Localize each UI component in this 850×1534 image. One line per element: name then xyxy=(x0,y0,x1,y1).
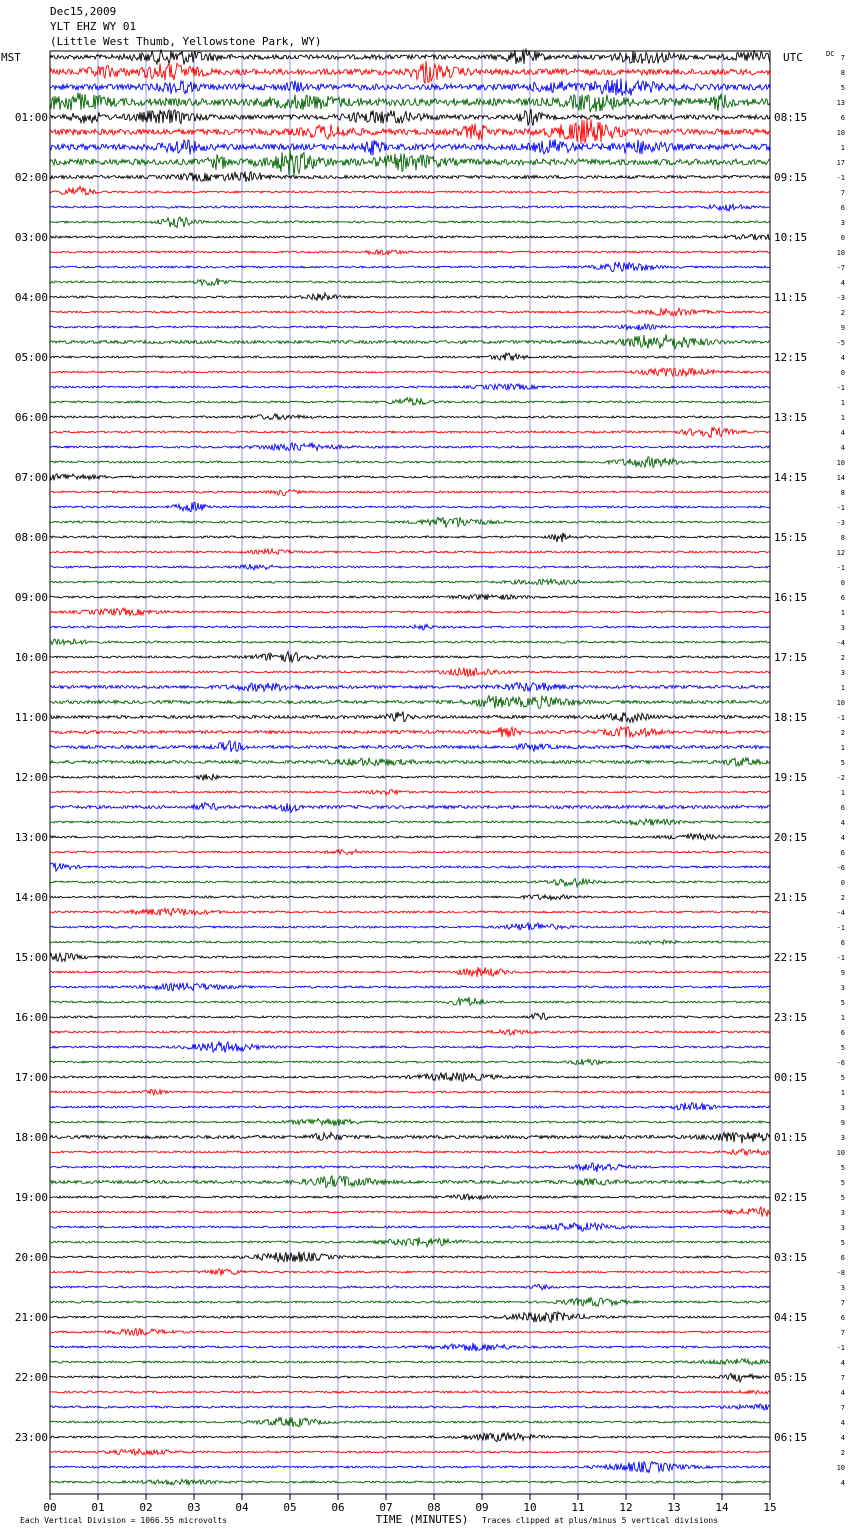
utc-hour-label: 19:15 xyxy=(774,771,808,784)
dc-offset-label: 4 xyxy=(840,279,845,287)
trace-line xyxy=(50,652,770,663)
trace-line xyxy=(50,1223,770,1232)
dc-offset-label: -3 xyxy=(836,294,845,302)
dc-offset-label: -4 xyxy=(836,639,845,647)
utc-hour-label: 10:15 xyxy=(774,231,808,244)
trace-line xyxy=(50,324,770,330)
trace-line xyxy=(50,850,770,855)
trace-line xyxy=(50,148,770,176)
trace-line xyxy=(50,1359,770,1365)
dc-offset-label: 1 xyxy=(840,414,845,422)
trace-line xyxy=(50,1252,770,1263)
trace-line xyxy=(50,696,770,709)
dc-offset-label: 2 xyxy=(840,894,845,902)
dc-offset-label: 6 xyxy=(840,114,845,122)
dc-offset-label: 7 xyxy=(840,189,845,197)
mst-hour-label: 04:00 xyxy=(14,291,48,304)
trace-line xyxy=(50,1269,770,1276)
trace-line xyxy=(50,1207,770,1217)
trace-line xyxy=(50,308,770,316)
dc-offset-label: 5 xyxy=(840,1194,845,1202)
trace-line xyxy=(50,953,770,961)
trace-line xyxy=(50,983,770,991)
trace-line xyxy=(50,278,770,285)
dc-offset-label: 2 xyxy=(840,309,845,317)
trace-line xyxy=(50,1194,770,1200)
utc-hour-label: 02:15 xyxy=(774,1191,808,1204)
dc-offset-label: 7 xyxy=(840,1374,845,1382)
x-tick-label: 02 xyxy=(139,1501,153,1514)
dc-offset-label: 4 xyxy=(840,1434,845,1442)
x-tick-label: 07 xyxy=(379,1501,393,1514)
x-tick-label: 09 xyxy=(475,1501,489,1514)
mst-hour-label: 13:00 xyxy=(14,831,48,844)
dc-offset-label: 4 xyxy=(840,1419,845,1427)
dc-offset-label: 4 xyxy=(840,444,845,452)
mst-hour-label: 16:00 xyxy=(14,1011,48,1024)
dc-offset-label: -3 xyxy=(836,519,845,527)
x-tick-label: 13 xyxy=(667,1501,681,1514)
trace-line xyxy=(50,819,770,826)
trace-line xyxy=(50,683,770,692)
trace-line xyxy=(50,1449,770,1455)
trace-line xyxy=(50,139,770,155)
mst-hour-label: 20:00 xyxy=(14,1251,48,1264)
trace-line xyxy=(50,1042,770,1053)
clipping-note: Traces clipped at plus/minus 5 vertical divisions xyxy=(482,1516,719,1525)
dc-offset-label: 3 xyxy=(840,219,845,227)
dc-offset-label: 13 xyxy=(836,99,845,107)
mst-hour-label: 07:00 xyxy=(14,471,48,484)
dc-offset-label: 5 xyxy=(840,1179,845,1187)
dc-offset-label: 3 xyxy=(840,669,845,677)
utc-hour-label: 15:15 xyxy=(774,531,808,544)
trace-line xyxy=(50,878,770,886)
mst-hour-label: 11:00 xyxy=(14,711,48,724)
trace-line xyxy=(50,234,770,240)
x-tick-label: 11 xyxy=(571,1501,585,1514)
dc-offset-label: 1 xyxy=(840,744,845,752)
trace-line xyxy=(50,502,770,511)
x-tick-label: 06 xyxy=(331,1501,345,1514)
dc-offset-label: -1 xyxy=(836,714,845,722)
trace-line xyxy=(50,940,770,945)
trace-line xyxy=(50,353,770,361)
dc-offset-label: 10 xyxy=(836,1149,845,1157)
x-axis-title: TIME (MINUTES) xyxy=(375,1513,469,1526)
dc-offset-label: 7 xyxy=(840,1329,845,1337)
trace-line xyxy=(50,384,770,390)
trace-line xyxy=(50,1237,770,1246)
dc-offset-label: 9 xyxy=(840,1119,845,1127)
dc-column-label: DC xyxy=(826,50,835,58)
mst-hour-label: 17:00 xyxy=(14,1071,48,1084)
dc-offset-label: 1 xyxy=(840,609,845,617)
x-tick-label: 03 xyxy=(187,1501,201,1514)
dc-offset-label: 2 xyxy=(840,654,845,662)
utc-hour-label: 05:15 xyxy=(774,1371,808,1384)
utc-hour-label: 09:15 xyxy=(774,171,808,184)
dc-offset-label: 3 xyxy=(840,1134,845,1142)
x-tick-label: 00 xyxy=(43,1501,57,1514)
utc-hour-label: 21:15 xyxy=(774,891,808,904)
x-tick-label: 01 xyxy=(91,1501,105,1514)
trace-line xyxy=(50,1404,770,1410)
utc-hour-label: 17:15 xyxy=(774,651,808,664)
trace-line xyxy=(50,834,770,840)
trace-line xyxy=(50,564,770,570)
trace-line xyxy=(50,741,770,752)
utc-hour-label: 03:15 xyxy=(774,1251,808,1264)
trace-line xyxy=(50,967,770,977)
mst-hour-label: 02:00 xyxy=(14,171,48,184)
dc-offset-label: 4 xyxy=(840,1479,845,1487)
dc-offset-label: 7 xyxy=(840,1299,845,1307)
dc-offset-label: 9 xyxy=(840,969,845,977)
mst-hour-label: 05:00 xyxy=(14,351,48,364)
station-code: YLT EHZ WY 01 xyxy=(50,20,137,33)
trace-line xyxy=(50,1176,770,1188)
trace-line xyxy=(50,443,770,451)
trace-line xyxy=(50,1030,770,1036)
trace-line xyxy=(50,398,770,405)
trace-line xyxy=(50,1059,770,1065)
dc-offset-label: 1 xyxy=(840,1014,845,1022)
dc-offset-label: -1 xyxy=(836,504,845,512)
dc-offset-label: 12 xyxy=(836,549,845,557)
trace-line xyxy=(50,1479,770,1485)
dc-offset-label: 6 xyxy=(840,939,845,947)
trace-line xyxy=(50,427,770,437)
trace-line xyxy=(50,474,770,481)
utc-hour-label: 08:15 xyxy=(774,111,808,124)
dc-offset-label: 1 xyxy=(840,684,845,692)
trace-line xyxy=(50,1149,770,1155)
dc-offset-label: 1 xyxy=(840,789,845,797)
trace-line xyxy=(50,262,770,272)
dc-offset-label: 4 xyxy=(840,1359,845,1367)
trace-line xyxy=(50,109,770,126)
dc-offset-label: 6 xyxy=(840,1254,845,1262)
dc-offset-label: 7 xyxy=(840,54,845,62)
dc-offset-label: -5 xyxy=(836,339,845,347)
dc-offset-label: 3 xyxy=(840,1209,845,1217)
trace-line xyxy=(50,1390,770,1394)
trace-line xyxy=(50,908,770,916)
dc-offset-label: 2 xyxy=(840,1449,845,1457)
mst-hour-label: 14:00 xyxy=(14,891,48,904)
dc-offset-label: 5 xyxy=(840,84,845,92)
trace-line xyxy=(50,49,770,64)
utc-hour-label: 14:15 xyxy=(774,471,808,484)
trace-line xyxy=(50,895,770,900)
trace-line xyxy=(50,997,770,1006)
dc-offset-label: 6 xyxy=(840,204,845,212)
trace-line xyxy=(50,594,770,600)
trace-line xyxy=(50,533,770,543)
utc-hour-label: 16:15 xyxy=(774,591,808,604)
trace-line xyxy=(50,624,770,630)
x-tick-label: 12 xyxy=(619,1501,633,1514)
mst-hour-label: 15:00 xyxy=(14,951,48,964)
trace-line xyxy=(50,293,770,301)
trace-line xyxy=(50,1462,770,1473)
dc-offset-label: 4 xyxy=(840,819,845,827)
dc-offset-label: 4 xyxy=(840,429,845,437)
dc-offset-label: -1 xyxy=(836,954,845,962)
left-timezone-label: MST xyxy=(1,51,21,64)
dc-offset-label: 9 xyxy=(840,324,845,332)
utc-hour-label: 22:15 xyxy=(774,951,808,964)
trace-line xyxy=(50,172,770,182)
trace-line xyxy=(50,803,770,813)
dc-offset-label: 5 xyxy=(840,1044,845,1052)
dc-offset-label: 6 xyxy=(840,1029,845,1037)
trace-line xyxy=(50,78,770,95)
dc-offset-label: 3 xyxy=(840,1104,845,1112)
dc-offset-label: 5 xyxy=(840,1239,845,1247)
trace-line xyxy=(50,608,770,615)
dc-offset-label: 3 xyxy=(840,1224,845,1232)
trace-line xyxy=(50,414,770,420)
trace-line xyxy=(50,790,770,796)
dc-offset-label: 17 xyxy=(836,159,845,167)
dc-offset-label: 0 xyxy=(840,879,845,887)
trace-line xyxy=(50,1102,770,1110)
utc-hour-label: 18:15 xyxy=(774,711,808,724)
dc-offset-label: 4 xyxy=(840,834,845,842)
dc-offset-label: 3 xyxy=(840,1284,845,1292)
x-tick-label: 10 xyxy=(523,1501,537,1514)
trace-line xyxy=(50,457,770,468)
mst-hour-label: 03:00 xyxy=(14,231,48,244)
x-tick-label: 08 xyxy=(427,1501,441,1514)
dc-offset-label: -6 xyxy=(836,1059,845,1067)
utc-hour-label: 11:15 xyxy=(774,291,808,304)
trace-line xyxy=(50,758,770,766)
mst-hour-label: 23:00 xyxy=(14,1431,48,1444)
utc-hour-label: 20:15 xyxy=(774,831,808,844)
dc-offset-label: 10 xyxy=(836,129,845,137)
dc-offset-label: 4 xyxy=(840,1389,845,1397)
trace-line xyxy=(50,186,770,195)
dc-offset-label: 1 xyxy=(840,399,845,407)
mst-hour-label: 01:00 xyxy=(14,111,48,124)
trace-line xyxy=(50,1312,770,1322)
x-tick-label: 05 xyxy=(283,1501,297,1514)
dc-offset-label: 10 xyxy=(836,459,845,467)
dc-offset-label: 8 xyxy=(840,489,845,497)
dc-offset-label: 10 xyxy=(836,249,845,257)
dc-offset-label: -1 xyxy=(836,384,845,392)
trace-line xyxy=(50,217,770,227)
dc-offset-label: -4 xyxy=(836,909,845,917)
dc-offset-label: 1 xyxy=(840,1089,845,1097)
vertical-division-note: Each Vertical Division = 1066.55 microvolts xyxy=(20,1516,228,1525)
mst-hour-label: 21:00 xyxy=(14,1311,48,1324)
dc-offset-label: 3 xyxy=(840,624,845,632)
trace-line xyxy=(50,1298,770,1307)
dc-offset-label: -1 xyxy=(836,1344,845,1352)
trace-line xyxy=(50,1163,770,1172)
dc-offset-label: 3 xyxy=(840,984,845,992)
utc-hour-label: 23:15 xyxy=(774,1011,808,1024)
x-tick-label: 14 xyxy=(715,1501,729,1514)
trace-line xyxy=(50,727,770,738)
trace-line xyxy=(50,250,770,256)
mst-hour-label: 22:00 xyxy=(14,1371,48,1384)
mst-hour-label: 06:00 xyxy=(14,411,48,424)
right-timezone-label: UTC xyxy=(783,51,803,64)
dc-offset-label: -1 xyxy=(836,924,845,932)
trace-line xyxy=(50,1072,770,1081)
utc-hour-label: 06:15 xyxy=(774,1431,808,1444)
trace-line xyxy=(50,204,770,211)
trace-line xyxy=(50,1013,770,1020)
dc-offset-label: -8 xyxy=(836,1269,845,1277)
trace-line xyxy=(50,1284,770,1289)
mst-hour-label: 09:00 xyxy=(14,591,48,604)
trace-line xyxy=(50,1373,770,1382)
trace-line xyxy=(50,1329,770,1336)
dc-offset-label: 2 xyxy=(840,729,845,737)
dc-offset-label: -1 xyxy=(836,564,845,572)
trace-line xyxy=(50,490,770,496)
trace-line xyxy=(50,517,770,528)
plot-date: Dec15,2009 xyxy=(50,5,117,18)
trace-line xyxy=(50,334,770,349)
dc-offset-label: -6 xyxy=(836,864,845,872)
trace-line xyxy=(50,774,770,780)
dc-offset-label: 10 xyxy=(836,699,845,707)
dc-offset-label: 5 xyxy=(840,999,845,1007)
dc-offset-label: 8 xyxy=(840,69,845,77)
dc-offset-label: 6 xyxy=(840,849,845,857)
dc-offset-label: 0 xyxy=(840,369,845,377)
dc-offset-label: 6 xyxy=(840,1314,845,1322)
trace-line xyxy=(50,639,770,644)
utc-hour-label: 01:15 xyxy=(774,1131,808,1144)
trace-line xyxy=(50,368,770,376)
trace-line xyxy=(50,1132,770,1143)
station-location: (Little West Thumb, Yellowstone Park, WY) xyxy=(50,35,322,48)
dc-offset-label: 7 xyxy=(840,1404,845,1412)
utc-hour-label: 04:15 xyxy=(774,1311,808,1324)
mst-hour-label: 08:00 xyxy=(14,531,48,544)
trace-line xyxy=(50,863,770,871)
dc-offset-label: 10 xyxy=(836,1464,845,1472)
dc-offset-label: -1 xyxy=(836,174,845,182)
dc-offset-label: 6 xyxy=(840,594,845,602)
trace-line xyxy=(50,923,770,930)
dc-offset-label: 14 xyxy=(836,474,845,482)
trace-line xyxy=(50,579,770,585)
utc-hour-label: 12:15 xyxy=(774,351,808,364)
trace-line xyxy=(50,1343,770,1352)
trace-line xyxy=(50,549,770,555)
x-tick-label: 04 xyxy=(235,1501,249,1514)
utc-hour-label: 13:15 xyxy=(774,411,808,424)
mst-hour-label: 18:00 xyxy=(14,1131,48,1144)
trace-line xyxy=(50,1119,770,1127)
dc-offset-label: 6 xyxy=(840,804,845,812)
dc-offset-label: 8 xyxy=(840,534,845,542)
dc-offset-label: 0 xyxy=(840,579,845,587)
dc-offset-label: 0 xyxy=(840,234,845,242)
dc-offset-label: 5 xyxy=(840,759,845,767)
x-tick-label: 15 xyxy=(763,1501,777,1514)
utc-hour-label: 00:15 xyxy=(774,1071,808,1084)
mst-hour-label: 19:00 xyxy=(14,1191,48,1204)
trace-line xyxy=(50,1089,770,1095)
dc-offset-label: 1 xyxy=(840,144,845,152)
dc-offset-label: 5 xyxy=(840,1074,845,1082)
dc-offset-label: 5 xyxy=(840,1164,845,1172)
trace-line xyxy=(50,668,770,677)
trace-line xyxy=(50,119,770,145)
trace-line xyxy=(50,93,770,113)
mst-hour-label: 10:00 xyxy=(14,651,48,664)
trace-line xyxy=(50,61,770,84)
trace-line xyxy=(50,712,770,723)
dc-offset-label: 4 xyxy=(840,354,845,362)
mst-hour-label: 12:00 xyxy=(14,771,48,784)
dc-offset-label: -7 xyxy=(836,264,845,272)
dc-offset-label: -2 xyxy=(836,774,845,782)
trace-line xyxy=(50,1417,770,1427)
trace-line xyxy=(50,1433,770,1442)
